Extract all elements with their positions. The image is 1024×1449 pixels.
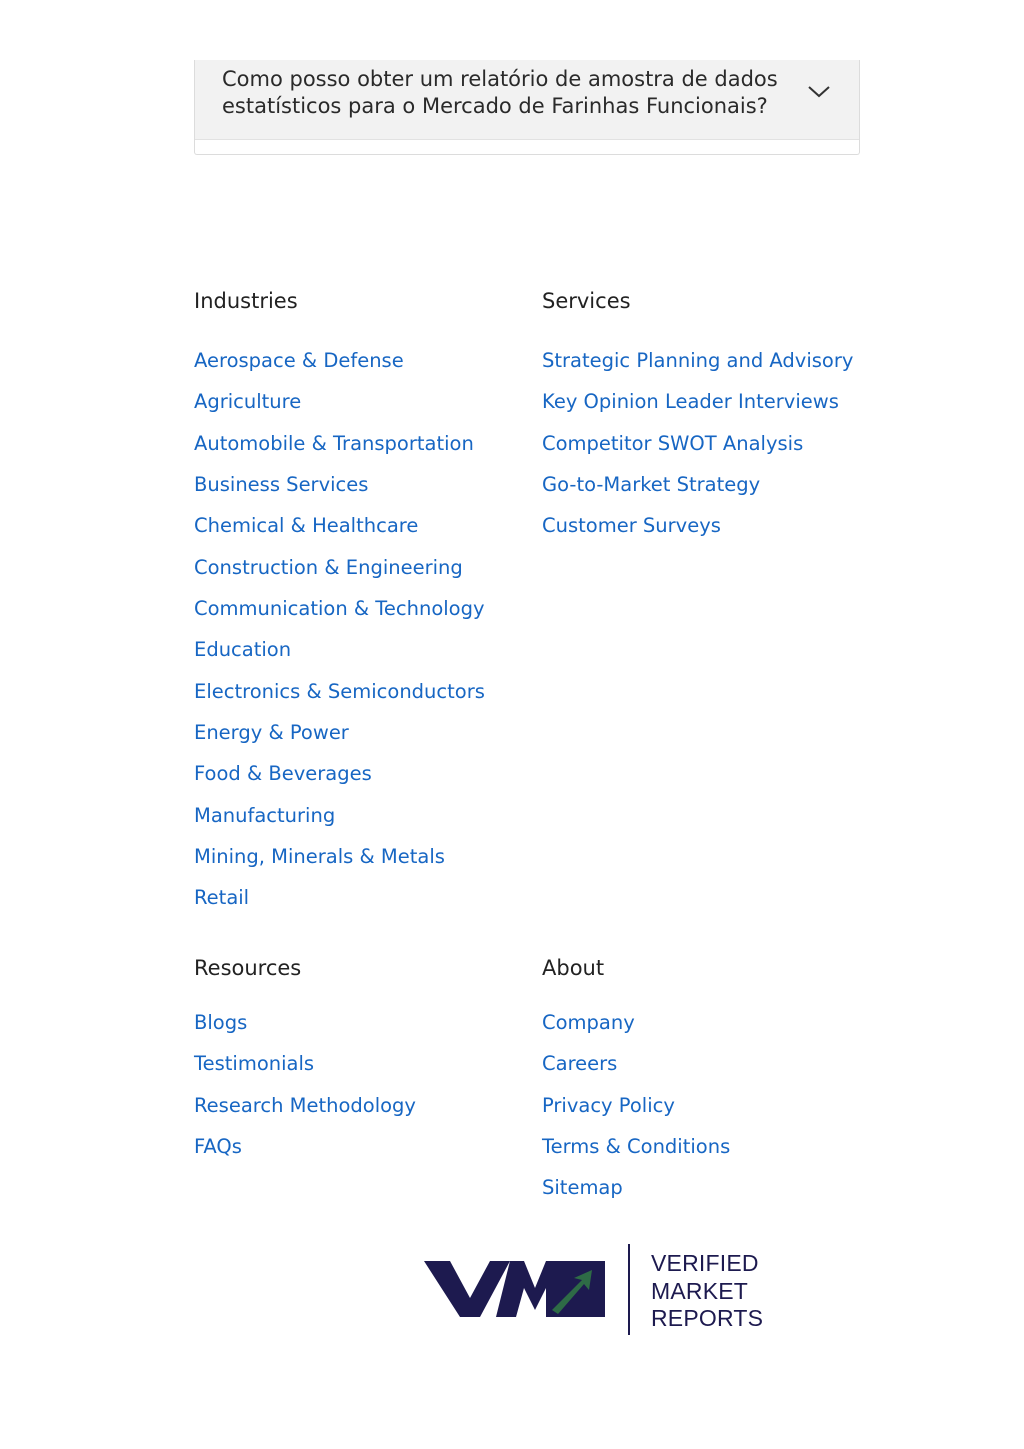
about-heading: About	[542, 956, 605, 980]
about-link-terms-conditions[interactable]: Terms & Conditions	[542, 1135, 731, 1158]
industry-link-manufacturing[interactable]: Manufacturing	[194, 804, 336, 827]
service-link-customer-surveys[interactable]: Customer Surveys	[542, 514, 721, 537]
logo-text-line3: REPORTS	[651, 1305, 764, 1331]
industry-link-chemical-healthcare[interactable]: Chemical & Healthcare	[194, 514, 419, 537]
logo-divider	[628, 1244, 630, 1335]
resource-link-faqs[interactable]: FAQs	[194, 1135, 242, 1158]
industry-link-education[interactable]: Education	[194, 638, 292, 661]
logo-text-line1: VERIFIED	[651, 1250, 759, 1276]
industry-link-construction-engineering[interactable]: Construction & Engineering	[194, 556, 463, 579]
logo-text-line2: MARKET	[651, 1277, 749, 1304]
service-link-kol-interviews[interactable]: Key Opinion Leader Interviews	[542, 390, 839, 413]
logo-wordmark	[651, 1250, 763, 1333]
resource-link-research-methodology[interactable]: Research Methodology	[194, 1094, 416, 1117]
industry-link-food-beverages[interactable]: Food & Beverages	[194, 762, 372, 785]
industry-link-energy-power[interactable]: Energy & Power	[194, 721, 349, 744]
service-link-go-to-market[interactable]: Go-to-Market Strategy	[542, 473, 761, 496]
industry-link-business-services[interactable]: Business Services	[194, 473, 369, 496]
industry-link-retail[interactable]: Retail	[194, 886, 250, 909]
industry-link-aerospace-defense[interactable]: Aerospace & Defense	[194, 349, 404, 372]
industry-link-agriculture[interactable]: Agriculture	[194, 390, 302, 413]
about-link-sitemap[interactable]: Sitemap	[542, 1176, 623, 1199]
chevron-down-icon[interactable]	[807, 82, 831, 100]
resource-link-blogs[interactable]: Blogs	[194, 1011, 248, 1034]
industries-heading: Industries	[194, 289, 298, 313]
about-link-privacy-policy[interactable]: Privacy Policy	[542, 1094, 675, 1117]
industry-link-automobile-transportation[interactable]: Automobile & Transportation	[194, 432, 474, 455]
resource-link-testimonials[interactable]: Testimonials	[194, 1052, 315, 1075]
faq-question-text: Como posso obter um relatório de amostra de dados estatísticos para o Mercado de Farinhas Funcionais?	[222, 67, 778, 118]
vmr-logo-mark-icon	[424, 1258, 608, 1320]
vmr-logo[interactable]	[424, 1244, 764, 1336]
service-link-strategic-planning[interactable]: Strategic Planning and Advisory	[542, 349, 854, 372]
industry-link-communication-technology[interactable]: Communication & Technology	[194, 597, 485, 620]
industry-link-mining-minerals-metals[interactable]: Mining, Minerals & Metals	[194, 845, 445, 868]
faq-item	[194, 60, 860, 155]
services-heading: Services	[542, 289, 631, 313]
service-link-competitor-swot[interactable]: Competitor SWOT Analysis	[542, 432, 804, 455]
industry-link-electronics-semiconductors[interactable]: Electronics & Semiconductors	[194, 680, 485, 703]
resources-heading: Resources	[194, 956, 302, 980]
about-link-company[interactable]: Company	[542, 1011, 635, 1034]
about-link-careers[interactable]: Careers	[542, 1052, 618, 1075]
faq-question-toggle[interactable]	[195, 60, 859, 140]
